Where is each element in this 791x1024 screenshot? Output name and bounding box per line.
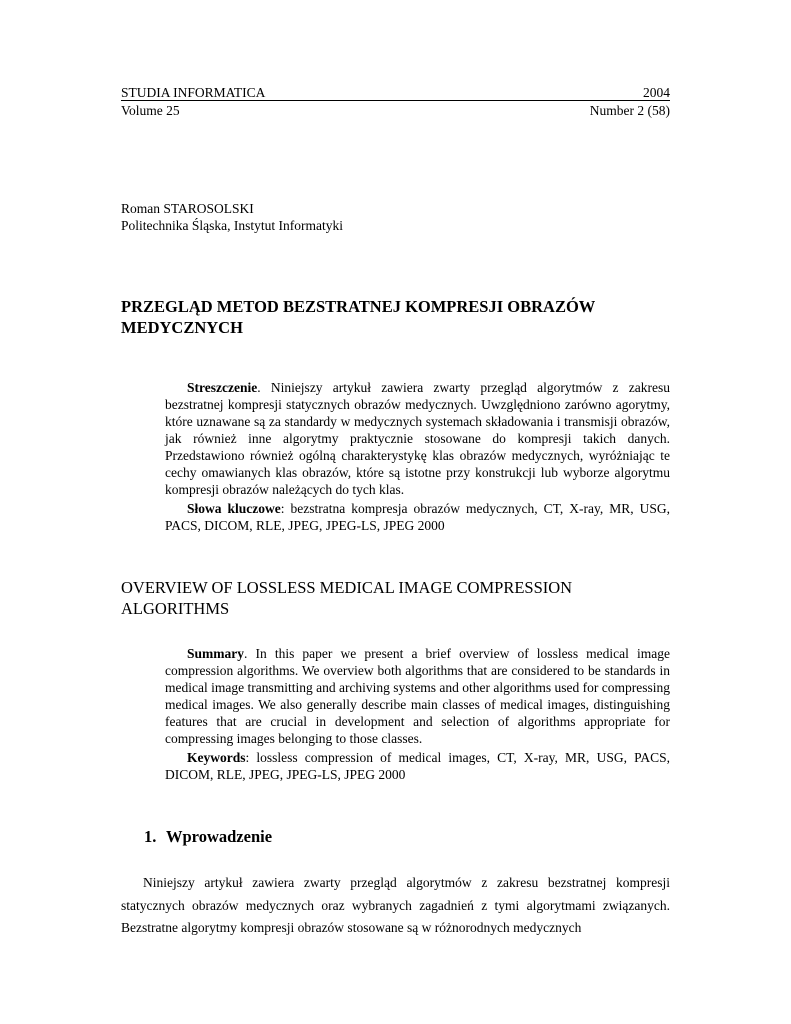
title-english-line1: OVERVIEW OF LOSSLESS MEDICAL IMAGE COMPRESSION xyxy=(121,578,573,597)
title-english xyxy=(121,577,670,619)
keywords-english-label: Keywords xyxy=(187,750,246,765)
header-rule xyxy=(121,100,670,101)
keywords-english-text: : lossless compression of medical images, CT, X-ray, MR, USG, PACS, DICOM, RLE, JPEG, JPEG-LS, JPEG 2000 xyxy=(165,750,670,782)
title-polish-line2: MEDYCZNYCH xyxy=(121,318,243,337)
running-header xyxy=(121,84,670,101)
section-title: Wprowadzenie xyxy=(166,827,273,846)
journal-year: 2004 xyxy=(643,85,670,100)
title-english-line2: ALGORITHMS xyxy=(121,599,230,618)
keywords-polish-label: Słowa kluczowe xyxy=(187,501,281,516)
volume-line xyxy=(121,102,670,119)
journal-number: Number 2 (58) xyxy=(589,103,670,118)
abstract-polish-label: Streszczenie xyxy=(187,380,258,395)
journal-name: STUDIA INFORMATICA xyxy=(121,85,266,100)
section-paragraph: Niniejszy artykuł zawiera zwarty przegląd algorytmów z zakresu bezstratnej kompresji statycznych obrazów medycznych oraz wybranych zagadnień z tymi algorytmami związanych. Bezstratne algorytmy kompresji obrazów stosowane są w różnorodnych medycznych xyxy=(121,875,670,935)
author-block xyxy=(121,200,343,234)
abstract-english-label: Summary xyxy=(187,646,244,661)
section-heading xyxy=(144,826,272,847)
abstract-english-paragraph xyxy=(165,645,670,747)
abstract-polish-text: . Niniejszy artykuł zawiera zwarty przegląd algorytmów z zakresu bezstratnej kompresji statycznych obrazów medycznych. Uwzględniono zarówno agorytmy, które uznawane są za standardy w medycznych systemach składowania i transmisji obrazów, jak również inne algorytmy praktycznie stosowane do kompresji takich danych. Przedstawiono również ogólną charakterystykę klas obrazów medycznych, wyróżniając te cechy omawianych klas obrazów, które są istotne przy konstrukcji lub wyborze algorytmu kompresji obrazów należących do tych klas. xyxy=(165,380,670,497)
journal-volume: Volume 25 xyxy=(121,103,180,118)
keywords-polish-text: : bezstratna kompresja obrazów medycznych, CT, X-ray, MR, USG, PACS, DICOM, RLE, JPEG, JPEG-LS, JPEG 2000 xyxy=(165,501,670,533)
abstract-polish xyxy=(165,379,670,534)
title-polish xyxy=(121,296,670,338)
abstract-english xyxy=(165,645,670,783)
section-number: 1. xyxy=(144,827,157,846)
author-affiliation: Politechnika Śląska, Instytut Informatyki xyxy=(121,218,343,233)
keywords-polish xyxy=(165,500,670,534)
keywords-english xyxy=(165,749,670,783)
title-polish-line1: PRZEGLĄD METOD BEZSTRATNEJ KOMPRESJI OBRAZÓW xyxy=(121,297,596,316)
author-name: Roman STAROSOLSKI xyxy=(121,201,254,216)
section-body xyxy=(121,872,670,940)
abstract-polish-paragraph xyxy=(165,379,670,498)
abstract-english-text: . In this paper we present a brief overview of lossless medical image compression algorithms. We overview both algorithms that are considered to be standards in medical image transmitting and archiving systems and other algorithms used for compressing medical images. We also generally describe main classes of medical images, distinguishing features that are crucial in development and selection of algorithms appropriate for compressing images belonging to those classes. xyxy=(165,646,671,746)
